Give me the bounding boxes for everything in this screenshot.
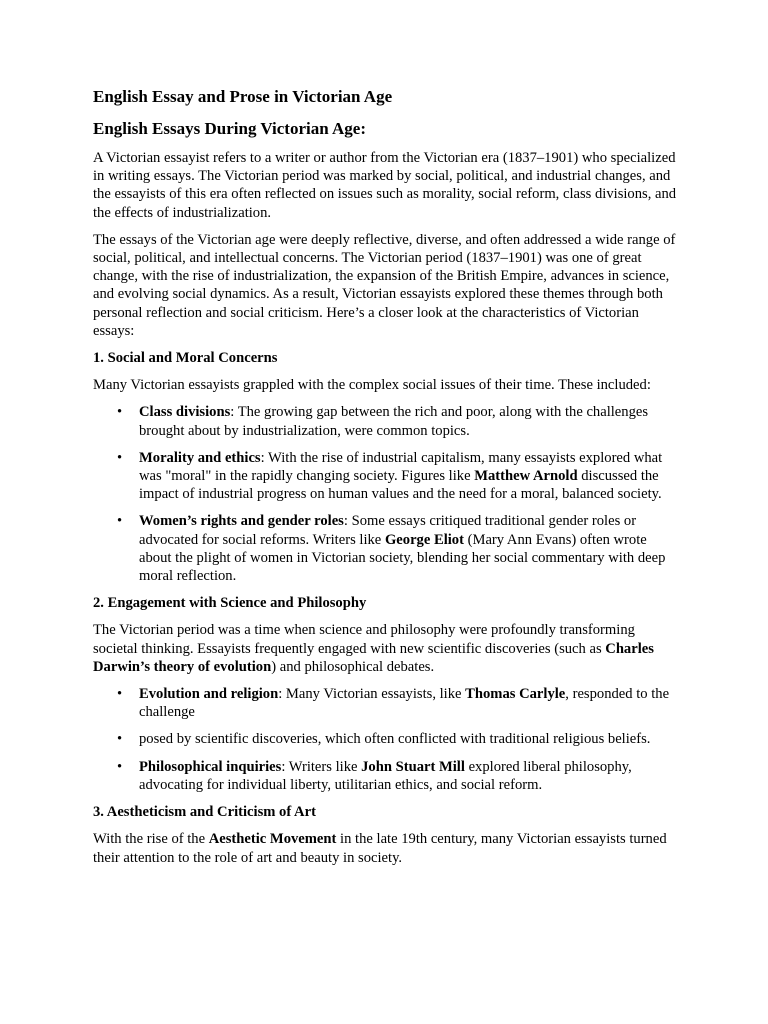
document-page — [93, 86, 678, 876]
list-item — [117, 512, 678, 585]
list-item-text: (Mary Ann Evans) often wrote about the plight of women in Victorian society, blending her social commentary with deep moral reflection. — [139, 531, 666, 585]
list-item — [117, 403, 678, 439]
paragraph-text: The Victorian period was a time when science and philosophy were profoundly transforming societal thinking. Essayists frequently engaged with new scientific discoveries (such as — [93, 622, 635, 657]
list-item-name: George Eliot — [384, 531, 464, 548]
list-item-name: Matthew Arnold — [474, 468, 578, 485]
document-title: English Essay and Prose in Victorian Age — [93, 87, 393, 106]
section-intro-social-moral: Many Victorian essayists grappled with the complex social issues of their time. These included: — [93, 377, 651, 394]
list-item-term: Women’s rights and gender roles — [139, 513, 344, 530]
list-item-text: : Some essays critiqued traditional gender roles or advocated for social reforms. Writers like — [139, 513, 637, 548]
list-item-term: Morality and ethics — [139, 449, 261, 466]
list-item-text: explored liberal philosophy, advocating for individual liberty, utilitarian ethics, and social reform. — [139, 758, 632, 793]
section-intro-aestheticism — [93, 830, 678, 866]
list-item-text: : Writers like — [281, 758, 362, 775]
paragraph-bold-text: Aesthetic Movement — [208, 831, 337, 848]
bullet-icon: • — [117, 686, 123, 703]
list-item-name: John Stuart Mill — [361, 758, 465, 775]
bullet-list-science-philosophy — [93, 685, 678, 794]
section-intro-science-philosophy — [93, 621, 678, 676]
bullet-icon: • — [117, 449, 123, 466]
list-item-text: posed by scientific discoveries, which often conflicted with traditional religious beliefs. — [139, 731, 651, 748]
list-item-term: Philosophical inquiries — [139, 758, 282, 775]
list-item-name: Thomas Carlyle — [465, 686, 566, 703]
list-item-text: , responded to the challenge — [139, 686, 670, 721]
paragraph-text: ) and philosophical debates. — [271, 658, 435, 675]
list-item — [117, 685, 678, 721]
list-item-text: : Many Victorian essayists, like — [278, 686, 466, 703]
list-item-text: : The growing gap between the rich and poor, along with the challenges brought about by industrialization, were common topics. — [139, 404, 649, 439]
bullet-icon: • — [117, 404, 123, 421]
list-item — [117, 730, 678, 748]
list-item-term: Evolution and religion — [139, 686, 279, 703]
intro-paragraph-1: A Victorian essayist refers to a writer or author from the Victorian era (1837–1901) who specialized in writing essays. The Victorian period was marked by social, political, and industrial changes, and the essayists of this era often reflected on issues such as morality, social reform, class divisions, and the effects of industrialization. — [93, 150, 677, 221]
paragraph-bold-text: Charles Darwin’s theory of evolution — [93, 640, 654, 675]
list-item — [117, 449, 678, 504]
list-item-text: discussed the impact of industrial progress on human values and the need for a moral, balanced society. — [139, 468, 662, 503]
bullet-icon: • — [117, 731, 123, 748]
paragraph-text: in the late 19th century, many Victorian essayists turned their attention to the role of art and beauty in society. — [93, 831, 667, 866]
section-heading-social-moral: 1. Social and Moral Concerns — [93, 350, 278, 367]
paragraph-text: With the rise of the — [93, 831, 209, 848]
intro-paragraph-2: The essays of the Victorian age were deeply reflective, diverse, and often addressed a wide range of social, political, and intellectual concerns. The Victorian period (1837–1901) was one of great change, with the rise of industrialization, the expansion of the British Empire, advances in science, and evolving social dynamics. As a result, Victorian essayists explored these themes through both personal reflection and social criticism. Here’s a closer look at the characteristics of Victorian essays: — [93, 231, 676, 339]
document-subtitle: English Essays During Victorian Age: — [93, 119, 366, 138]
bullet-icon: • — [117, 758, 123, 775]
list-item-term: Class divisions — [139, 404, 231, 421]
bullet-list-social-moral — [93, 403, 678, 585]
list-item — [117, 758, 678, 794]
section-heading-science-philosophy: 2. Engagement with Science and Philosophy — [93, 595, 367, 612]
list-item-text: : With the rise of industrial capitalism, many essayists explored what was "moral" in the rapidly changing society. Figures like — [139, 449, 663, 485]
bullet-icon: • — [117, 513, 123, 530]
section-heading-aestheticism: 3. Aestheticism and Criticism of Art — [93, 804, 316, 821]
